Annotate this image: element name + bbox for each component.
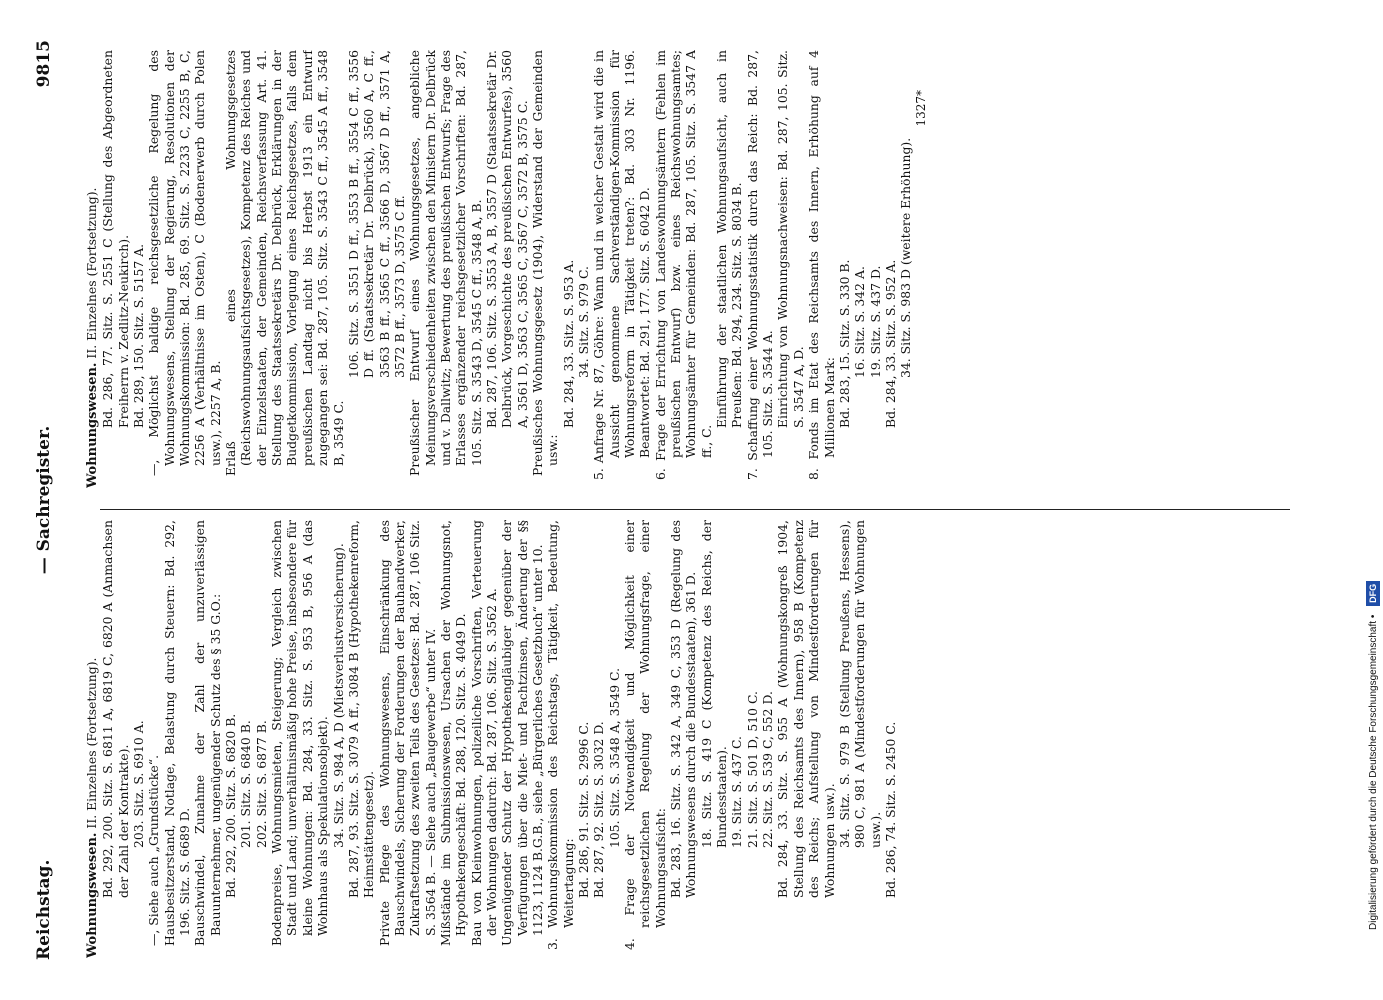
dfg-credit-text: Digitalisierung gefördert durch die Deutsche Forschungsgemeinschaft •: [1368, 614, 1379, 930]
header-left: Reichstag.: [34, 859, 54, 960]
index-entry: Bd. 292, 200. Sitz. S. 6820 B.: [223, 713, 239, 898]
index-entry: Einführung der staatlichen Wohnungsaufsicht, auch in Preußen: Bd. 294, 234. Sitz. S. 8034 B.: [714, 50, 745, 428]
index-entry: Bd. 286, 77. Sitz. S. 2551 C (Stellung des Abgeordneten Freiherrn v. Zedlitz-Neukirch).: [100, 50, 131, 428]
right-heading-cont: II. Einzelnes (Fortsetzung).: [84, 187, 99, 359]
index-entry: Einrichtung von Wohnungsnachweisen: Bd. 287, 105. Sitz. S. 3547 A, D.: [775, 50, 806, 428]
index-entry: Bau von Kleinwohnungen, polizeiliche Vorschriften, Verteuerung der Wohnungen dadurch: Bd. 287, 106. Sitz. S. 3562 A.: [468, 520, 499, 946]
index-entry: —, Möglichst baldige reichsgesetzliche Regelung des Wohnungswesens, Stellung der Regierung, Resolutionen der Wohnungskommission: Bd. 285, 69. Sitz. S. 2233 C, 2255 B, C, 2256 A (Verhältnisse im Osten), C (Bodenerwerb durch Polen usw.), 2257 A, B.: [146, 50, 223, 476]
index-entry: Bd. 283, 16. Sitz. S. 342 A, 349 C, 353 D (Regelung des Wohnungswesens durch die Bundesstaaten), 361 D.: [668, 520, 699, 898]
index-entry: 7. Schaffung einer Wohnungsstatistik durch das Reich: Bd. 287, 105. Sitz. S. 3544 A.: [744, 50, 776, 480]
index-entry: Bd. 284, 33. Sitz. S. 952 A.: [882, 259, 898, 428]
index-entry: 5. Anfrage Nr. 87, Göhre: Wann und in welcher Gestalt wird die in Aussicht genommene Sachverständigen-Kommission für Wohnungsreform in Tätigkeit treten?: Bd. 303 Nr. 1196. Beantwortet: Bd. 291, 177. Sitz. S. 6042 D.: [591, 50, 653, 480]
dfg-credit-strip: [1366, 10, 1380, 990]
page-header: [34, 40, 64, 960]
index-entry: Bd. 287, 93. Sitz. S. 3079 A ff., 3084 B (Hypothekenreform, Heimstättengesetz).: [345, 520, 377, 898]
index-entry: Bd. 283, 15. Sitz. S. 330 B.: [836, 259, 852, 428]
index-entry: 105. Sitz. S. 3548 A, 3549 C.: [606, 667, 622, 848]
page-number: 9815: [34, 40, 54, 88]
index-entry: Ungenügender Schutz der Hypothekengläubiger gegenüber der Verfügungen über die Miet- und Pachtzinsen, Änderung der §§ 1123, 1124 B.G.B., siehe „Bürgerliches Gesetzbuch“ unter 10.: [499, 520, 545, 946]
index-entry: Bd. 284, 33. Sitz. S. 953 A.: [560, 259, 576, 428]
index-entry: Preußisches Wohnungsgesetz (1904), Widerstand der Gemeinden usw.:: [529, 50, 561, 476]
index-entry: Private Pflege des Wohnungswesens, Einschränkung des Bauschwindels, Sicherung der Forderungen der Bauhandwerker, Zukraftsetzung des zweiten Teils des Gesetzes: Bd. 287, 106 Sitz. S. 3564 B. — Siehe auch „Baugewerbe“ unter IV.: [376, 520, 438, 946]
index-entry: Bd. 289, 150. Sitz. S. 5157 A.: [131, 243, 147, 428]
index-entry: 106. Sitz. S. 3551 D ff., 3553 B ff., 3554 C ff., 3556 D ff. (Staatssekretär Dr. Delbrück), 3560 A, C ff., 3563 B ff., 3565 C ff., 3566 D, 3567 D ff., 3571 A, 3572 B ff., 3573 D, 3575 C ff.: [345, 50, 407, 378]
right-column: [84, 50, 929, 488]
index-entry: 201. Sitz. S. 6840 B.: [238, 720, 254, 848]
index-entry: 4. Frage der Notwendigkeit und Möglichkeit einer reichsgesetzlichen Regelung der Wohnungsfrage, einer Wohnungsaufsicht:: [622, 520, 668, 950]
index-entry: 34. Sitz. S. 979 C.: [576, 266, 591, 378]
index-entry: 34. Sitz. S. 983 D (weitere Erhöhung).: [898, 137, 914, 378]
index-entry: Bd. 286, 91. Sitz. S. 2996 C.: [576, 721, 591, 898]
index-entry: Bd. 286, 74. Sitz. S. 2450 C.: [882, 721, 898, 898]
index-entry: Preußischer Entwurf eines Wohnungsgesetzes, angebliche Meinungsverschiedenheiten zwischen den Ministern Dr. Delbrück und v. Dallwitz; Bewertung des preußischen Entwurfs; Frage des Erlasses ergänzender reichsgesetzlicher Vorschriften: Bd. 287, 105. Sitz. S. 3543 D, 3545 C ff., 3548 A, B.: [407, 50, 484, 476]
left-heading: Wohnungswesen.: [85, 832, 100, 958]
index-entry: Bd. 284, 33. Sitz. S. 955 A (Wohnungskongreß 1904, Stellung des Reichsamts des Innern), 958 B (Kompetenz des Reichs; Aufstellung von Mindestforderungen für Wohnungen usw.).: [775, 520, 837, 898]
left-heading-line: [84, 520, 100, 958]
page-footer-mark: 1327*: [913, 90, 928, 127]
index-entry: 18. Sitz. S. 419 C (Kompetenz des Reichs, der Bundesstaaten).: [698, 520, 730, 848]
index-entry: 8. Fonds im Etat des Reichsamts des Innern, Erhöhung auf 4 Millionen Mark:: [806, 50, 837, 480]
dfg-credit: [1366, 10, 1380, 990]
index-entry: 22. Sitz. S. 539 C, 552 D.: [760, 691, 776, 848]
right-heading-line: [84, 50, 100, 488]
index-entry: 6. Frage der Errichtung von Landeswohnungsämtern (Fehlen im preußischen Entwurf) bzw. eines Reichswohnungsamtes; Wohnungsämter für Gemeinden: Bd. 287, 105. Sitz. S. 3547 A ff., C.: [652, 50, 714, 480]
left-heading-cont: II. Einzelnes (Fortsetzung).: [84, 657, 99, 829]
left-column: [84, 520, 898, 958]
index-entry: 203. Sitz. S. 6910 A.: [131, 720, 147, 848]
right-heading: Wohnungswesen.: [85, 362, 100, 488]
index-entry: 21. Sitz. S. 501 D, 510 C.: [744, 691, 760, 848]
index-entry: Mißstände im Submissionswesen, Ursachen der Wohnungsnot, Hypothekengeschäft: Bd. 288, 120. Sitz. S. 4049 D.: [437, 520, 469, 946]
index-entry: 19. Sitz. S. 437 C.: [729, 736, 745, 848]
index-entry: 202. Sitz. S. 6877 B.: [253, 720, 269, 848]
index-entry: 34. Sitz. S. 979 B (Stellung Preußens, Hessens), 980 C, 981 A (Mindestforderungen für Wohnungen usw.).: [836, 520, 883, 848]
index-entry: Bd. 287, 106. Sitz. S. 3553 A, B, 3557 D (Staatssekretär Dr. Delbrück, Vorgeschichte des preußischen Entwurfes), 3560 A, 3561 D, 3563 C, 3565 C, 3567 C, 3572 B, 3575 C.: [483, 50, 530, 428]
index-entry: 3. Wohnungskommission des Reichstags, Tätigkeit, Bedeutung, Weitertagung:: [545, 520, 576, 950]
index-entry: 19. Sitz. S. 437 D.: [867, 265, 883, 378]
index-entry: Bd. 287, 92. Sitz. S. 3032 D.: [591, 721, 607, 898]
index-entry: Bodenpreise, Wohnungsmieten, Steigerung; Vergleich zwischen Stadt und Land; unverhältnismäßig hohe Preise, insbesondere für kleine Wohnungen: Bd. 284, 33. Sitz. S. 953 B, 956 A (das Wohnhaus als Spekulationsobjekt).: [269, 520, 331, 946]
index-entry: —, Siehe auch „Grundstücke“.: [146, 754, 162, 946]
header-center: — Sachregister.: [34, 425, 54, 575]
dfg-logo: DFG: [1366, 581, 1380, 606]
index-entry: Bauschwindel, Zunahme der Zahl der unzuverlässigen Bauunternehmer, ungenügender Schutz des § 35 G.O.:: [192, 520, 223, 946]
index-entry: Bd. 292, 200. Sitz. S. 6811 A, 6819 C, 6820 A (Anmachsen der Zahl der Kontrakte).: [100, 520, 131, 898]
index-entry: Erlaß eines Wohnungsgesetzes (Reichswohnungsaufsichtsgesetzes), Kompetenz des Reiches und der Einzelstaaten, der Gemeinden, Reichsverfassung Art. 41. Stellung des Staatssekretärs Dr. Delbrück, Erklärungen in der Budgetkommission, Vorlegung eines Reichsgesetzes, falls dem preußischen Landtag nicht bis Herbst 1913 ein Entwurf zugegangen sei: Bd. 287, 105. Sitz. S. 3543 C ff., 3545 A ff., 3548 B, 3549 C.: [223, 50, 346, 476]
index-entry: 16. Sitz. S. 342 A.: [852, 266, 868, 378]
column-divider: [100, 509, 1290, 510]
index-entry: 34. Sitz. S. 984 A, D (Mietsverlustversicherung).: [330, 543, 346, 848]
index-entry: Hausbesitzerstand, Notlage, Belastung durch Steuern: Bd. 292, 196. Sitz. S. 6689 D.: [161, 520, 193, 946]
